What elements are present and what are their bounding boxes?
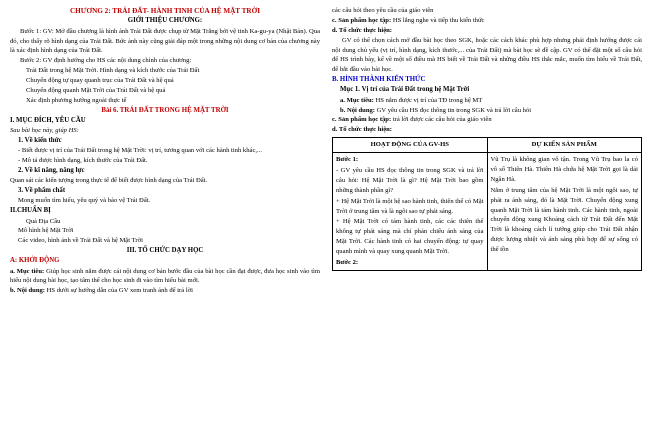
unit-1-method-label: d. Tổ chức thực hiện: [332,126,392,134]
unit-1-content [332,106,642,116]
activity-a-content [10,286,320,296]
step-1-paragraph: Bước 1: GV: Mở đầu chương là hình ảnh Trái Đất được chụp từ Mặt Trăng bởi vệ tinh Ka-gu-ya (Nhật Bản). Qua đó, cho thấy rõ hình dạng của Trái Đất. Bức ảnh này cũng giải đáp một trong những nội dung cơ bản của chương này là xác định hình dạng của Trái Đất. [10,27,320,55]
chapter-title: CHƯƠNG 2: TRÁI ĐẤT- HÀNH TINH CỦA HỆ MẶT TRỜI [69,7,261,15]
content-label: b. Nội dung: [10,287,45,295]
unit-goal-text: HS nắm được vị trí của TĐ trong hệ MT [375,96,483,104]
unit-1-heading: Mục 1. Vị trí của Trái Đất trong hệ Mặt Trời [340,86,470,94]
unit-1-product [332,115,642,125]
activity-a-goal [10,267,320,287]
unit-product-text: trả lời được các câu hỏi của giáo viên [392,116,492,124]
list-item: Chuyển động tự quay quanh trục của Trái Đất và hệ quả [26,77,174,85]
objectives-note: Sau bài học này, giúp HS: [10,127,79,135]
left-column [8,6,320,440]
intro-heading: GIỚI THIỆU CHƯƠNG: [127,17,203,25]
list-item: Trái Đất trong hệ Mặt Trời. Hình dạng và kích thước của Trái Đất [26,67,200,75]
table-cell-products [487,153,642,271]
product-paragraph-2: Nằm ở trung tâm của hệ Mặt Trời là một ngôi sao, tự phát ra ánh sáng, đó là Mặt Trời. Chuyển động xung quanh Mặt Trời là tám hành tinh. Các hành tinh, ngoài chuyển động xung Khoảng cách từ Trái Đất đến Mặt Trời là khoảng cách lí tưởng giúp cho Trái Đất nhận được lượng nhiệt và ánh sáng phù hợp để sự sống có thể tồn [490,186,638,254]
skills-text: Quan sát các kiến tượng trong thực tế để biết được hình dạng của Trái Đất. [10,177,208,185]
section-heading-organization: III. TỔ CHỨC DẠY HỌC [126,247,204,255]
content-text: HS dưới sự hướng dẫn của GV xem tranh ảnh để trả lời [46,287,193,295]
unit-product-label: c. Sản phẩm học tập: [332,116,392,124]
table-header-row [333,138,642,153]
product-text: HS lắng nghe và tiếp thu kiến thức [392,16,485,24]
step-1-label: Bước 1: [336,156,359,164]
subsection-knowledge: 1. Về kiến thức [18,137,62,145]
activity-a-heading: A: KHỞI ĐỘNG [10,257,60,265]
knowledge-bullet-2: - Mô tả được hình dạng, kích thước của Trái Đất. [18,157,148,165]
product-paragraph-1: Vũ Trụ là không gian vô tận. Trong Vũ Trụ bao la có vô số Thiên Hà. Thiên Hà chứa hệ Mặt Trời gọi là dải Ngân Hà. [490,156,638,183]
continuation-line: các câu hỏi theo yêu cầu của giáo viên [332,7,434,14]
section-heading-preparation: II.CHUẨN BỊ [10,207,51,215]
preparation-item-model: Mô hình hệ Mặt Trời [18,227,74,235]
activity-a-method-label: d. Tổ chức thực hiện: [332,26,392,34]
table-header-activities: HOẠT ĐỘNG CỦA GV-HS [333,138,488,153]
unit-goal-label: a. Mục tiêu: [340,96,374,104]
unit-1-goal [332,96,642,106]
activity-table [332,137,642,271]
unit-content-text: GV yêu cầu HS đọc thông tin trong SGK và trả lời câu hỏi [376,106,532,114]
knowledge-bullet-1: - Biết được vị trí của Trái Đất trong hệ Mặt Trời: vị trí, tương quan với các hành tinh khác,... [18,147,262,155]
product-label: c. Sản phẩm học tập: [332,16,392,24]
goal-label: a. Mục tiêu: [10,267,45,275]
list-item: Chuyển động quanh Mặt Trời của Trái Đất và hệ quả [26,86,166,94]
step-2-paragraph: Bước 2: GV định hướng cho HS các nội dung chính của chương: [20,57,192,65]
preparation-item-globe: Quả Địa Cầu [26,217,61,225]
table-row [333,153,642,271]
unit-content-label: b. Nội dung: [340,106,375,114]
section-b-heading: B. HÌNH THÀNH KIẾN THỨC [332,76,426,84]
preparation-item-media: Các video, hình ảnh về Trái Đất và hệ Mặt Trời [18,237,143,245]
subsection-skills: 2. Về kĩ năng, năng lực [18,167,85,175]
activity-a-method-text: GV có thể chọn cách mở đầu bài học theo SGK, hoặc các cách khác phù hợp nhưng phải định hướng được cái nội dung chủ yếu (vị trí, hình dạng, kích thước,... của Trái Đất) mà bài học sẽ đề cập. GV có thể đặt một số câu hỏi để HS trình bày, kể về một số điều mà HS biết về Trái Đất và những điều HS thắc mắc, muốn tìm hiểu về Trái Đất, để bắt đầu vào bài học. [332,36,642,74]
lesson-title: Bài 6. TRÁI ĐẤT TRONG HỆ MẶT TRỜI [101,106,229,114]
qualities-text: Mong muốn tìm hiểu, yêu quý và bảo vệ Trái Đất. [18,197,151,205]
list-item: Xác định phương hướng ngoài thực tế [26,96,127,104]
activity-a-product [332,16,642,26]
step-1-answer-1: + Hệ Mặt Trời là một hệ sao hành tinh, thiên thể có Mặt Trời ở trung tâm và là ngôi sao tự phát sáng. [336,197,484,215]
section-heading-objectives: I. MỤC ĐÍCH, YÊU CẦU [10,117,86,125]
table-cell-activities [333,153,488,271]
step-2-label: Bước 2: [336,258,359,266]
goal-text: Giúp học sinh nắm được cái nội dung cơ bản bước đầu của bài học cần đạt được, đưa học sinh vào tìm hiểu nội dung bài học, tạo tâm thế cho học sinh đi vào tìm hiểu bài mới. [10,267,320,285]
table-header-products: DỰ KIẾN SẢN PHẨM [487,138,642,153]
step-1-answer-2: + Hệ Mặt Trời có tám hành tinh, các các thiên thể không tự phát sáng mà chỉ phản chiếu ánh sáng của Mặt Trời. Các hành tinh có hai chuyển động: tự quay quanh mình và quay xung quanh Mặt Trời. [336,218,484,256]
right-column [330,6,642,440]
step-1-text: - GV yêu cầu HS đọc thông tin trong SGK và trả lời câu hỏi: Hệ Mặt Trời là gì? Hệ Mặt Trời bao gồm những thành phần gì? [336,166,484,194]
subsection-qualities: 3. Về phẩm chất [18,187,66,195]
